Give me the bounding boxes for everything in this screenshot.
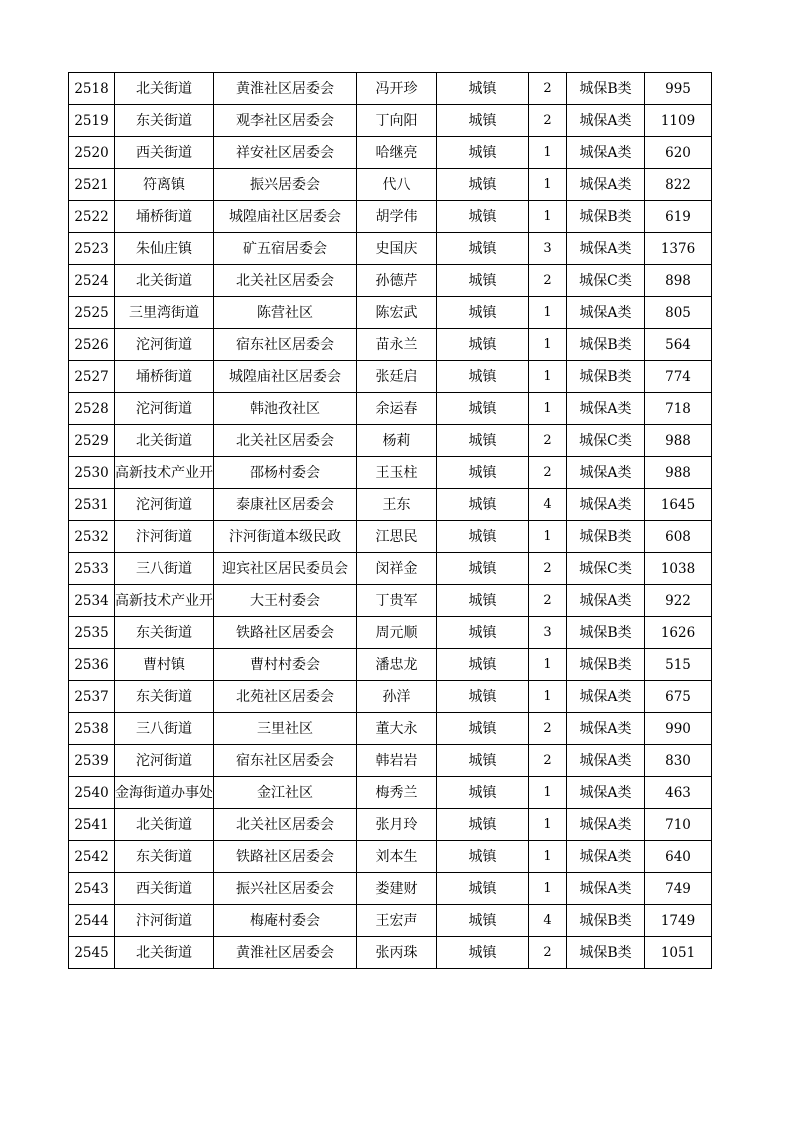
cell-street: 三八街道 — [115, 713, 214, 745]
cell-household-count: 2 — [529, 265, 567, 297]
cell-name: 张月玲 — [357, 809, 437, 841]
cell-street: 东关街道 — [115, 681, 214, 713]
cell-category: 城保A类 — [567, 681, 645, 713]
cell-community: 铁路社区居委会 — [214, 841, 357, 873]
cell-category: 城保A类 — [567, 873, 645, 905]
cell-amount: 620 — [645, 137, 712, 169]
cell-type: 城镇 — [437, 297, 529, 329]
table-row — [69, 777, 712, 809]
cell-id: 2532 — [69, 521, 115, 553]
cell-street: 埇桥街道 — [115, 361, 214, 393]
cell-amount: 675 — [645, 681, 712, 713]
cell-category: 城保A类 — [567, 713, 645, 745]
cell-name: 韩岩岩 — [357, 745, 437, 777]
cell-category: 城保A类 — [567, 105, 645, 137]
cell-type: 城镇 — [437, 201, 529, 233]
cell-id: 2518 — [69, 73, 115, 105]
cell-street: 沱河街道 — [115, 745, 214, 777]
cell-household-count: 1 — [529, 393, 567, 425]
cell-community: 城隍庙社区居委会 — [214, 201, 357, 233]
cell-id: 2543 — [69, 873, 115, 905]
cell-household-count: 4 — [529, 905, 567, 937]
cell-household-count: 2 — [529, 73, 567, 105]
cell-community: 曹村村委会 — [214, 649, 357, 681]
cell-category: 城保B类 — [567, 73, 645, 105]
cell-type: 城镇 — [437, 425, 529, 457]
cell-id: 2528 — [69, 393, 115, 425]
cell-category: 城保A类 — [567, 745, 645, 777]
cell-community: 迎宾社区居民委员会 — [214, 553, 357, 585]
cell-community: 北关社区居委会 — [214, 265, 357, 297]
table-row — [69, 489, 712, 521]
cell-household-count: 3 — [529, 233, 567, 265]
cell-amount: 830 — [645, 745, 712, 777]
cell-household-count: 1 — [529, 873, 567, 905]
cell-name: 孙德芹 — [357, 265, 437, 297]
cell-category: 城保C类 — [567, 425, 645, 457]
cell-household-count: 2 — [529, 713, 567, 745]
cell-street: 西关街道 — [115, 873, 214, 905]
cell-id: 2535 — [69, 617, 115, 649]
cell-household-count: 1 — [529, 681, 567, 713]
cell-category: 城保B类 — [567, 937, 645, 969]
cell-community: 黄淮社区居委会 — [214, 73, 357, 105]
cell-community: 北关社区居委会 — [214, 425, 357, 457]
cell-household-count: 2 — [529, 745, 567, 777]
cell-category: 城保B类 — [567, 361, 645, 393]
cell-street: 东关街道 — [115, 617, 214, 649]
cell-amount: 1051 — [645, 937, 712, 969]
cell-name: 王宏声 — [357, 905, 437, 937]
cell-household-count: 1 — [529, 649, 567, 681]
cell-type: 城镇 — [437, 681, 529, 713]
cell-type: 城镇 — [437, 553, 529, 585]
table-row — [69, 585, 712, 617]
cell-community: 北关社区居委会 — [214, 809, 357, 841]
cell-street: 沱河街道 — [115, 489, 214, 521]
table-row — [69, 553, 712, 585]
cell-street: 高新技术产业开 — [115, 585, 214, 617]
cell-id: 2529 — [69, 425, 115, 457]
cell-name: 张廷启 — [357, 361, 437, 393]
cell-name: 梅秀兰 — [357, 777, 437, 809]
cell-type: 城镇 — [437, 105, 529, 137]
cell-id: 2526 — [69, 329, 115, 361]
cell-name: 丁向阳 — [357, 105, 437, 137]
cell-amount: 1626 — [645, 617, 712, 649]
cell-street: 汴河街道 — [115, 905, 214, 937]
cell-id: 2531 — [69, 489, 115, 521]
cell-household-count: 2 — [529, 585, 567, 617]
cell-household-count: 1 — [529, 201, 567, 233]
cell-street: 金海街道办事处 — [115, 777, 214, 809]
cell-id: 2540 — [69, 777, 115, 809]
cell-amount: 805 — [645, 297, 712, 329]
cell-amount: 619 — [645, 201, 712, 233]
cell-type: 城镇 — [437, 233, 529, 265]
cell-category: 城保B类 — [567, 617, 645, 649]
cell-name: 娄建财 — [357, 873, 437, 905]
cell-street: 北关街道 — [115, 425, 214, 457]
cell-id: 2519 — [69, 105, 115, 137]
cell-amount: 774 — [645, 361, 712, 393]
cell-community: 宿东社区居委会 — [214, 329, 357, 361]
table-row — [69, 393, 712, 425]
cell-category: 城保A类 — [567, 169, 645, 201]
table-row — [69, 905, 712, 937]
cell-community: 矿五宿居委会 — [214, 233, 357, 265]
cell-name: 孙洋 — [357, 681, 437, 713]
cell-id: 2534 — [69, 585, 115, 617]
cell-community: 陈营社区 — [214, 297, 357, 329]
table-row — [69, 137, 712, 169]
cell-amount: 1749 — [645, 905, 712, 937]
cell-amount: 822 — [645, 169, 712, 201]
table-row — [69, 649, 712, 681]
cell-name: 冯开珍 — [357, 73, 437, 105]
cell-household-count: 1 — [529, 329, 567, 361]
cell-street: 高新技术产业开 — [115, 457, 214, 489]
cell-type: 城镇 — [437, 617, 529, 649]
cell-community: 金江社区 — [214, 777, 357, 809]
cell-id: 2545 — [69, 937, 115, 969]
cell-name: 张丙珠 — [357, 937, 437, 969]
cell-id: 2522 — [69, 201, 115, 233]
table-row — [69, 361, 712, 393]
cell-id: 2527 — [69, 361, 115, 393]
cell-street: 北关街道 — [115, 937, 214, 969]
cell-amount: 564 — [645, 329, 712, 361]
table-row — [69, 425, 712, 457]
cell-type: 城镇 — [437, 649, 529, 681]
cell-amount: 1376 — [645, 233, 712, 265]
cell-household-count: 3 — [529, 617, 567, 649]
cell-type: 城镇 — [437, 329, 529, 361]
cell-name: 哈继亮 — [357, 137, 437, 169]
cell-amount: 1038 — [645, 553, 712, 585]
cell-type: 城镇 — [437, 841, 529, 873]
cell-household-count: 2 — [529, 553, 567, 585]
cell-type: 城镇 — [437, 585, 529, 617]
cell-category: 城保C类 — [567, 553, 645, 585]
table-row — [69, 105, 712, 137]
cell-street: 沱河街道 — [115, 329, 214, 361]
cell-household-count: 1 — [529, 297, 567, 329]
cell-id: 2544 — [69, 905, 115, 937]
cell-amount: 718 — [645, 393, 712, 425]
cell-name: 杨莉 — [357, 425, 437, 457]
cell-household-count: 2 — [529, 937, 567, 969]
cell-name: 闵祥金 — [357, 553, 437, 585]
cell-household-count: 4 — [529, 489, 567, 521]
cell-type: 城镇 — [437, 521, 529, 553]
cell-community: 振兴居委会 — [214, 169, 357, 201]
cell-community: 大王村委会 — [214, 585, 357, 617]
cell-amount: 515 — [645, 649, 712, 681]
cell-community: 铁路社区居委会 — [214, 617, 357, 649]
cell-household-count: 1 — [529, 521, 567, 553]
cell-id: 2539 — [69, 745, 115, 777]
cell-name: 余运春 — [357, 393, 437, 425]
cell-amount: 898 — [645, 265, 712, 297]
cell-household-count: 1 — [529, 777, 567, 809]
cell-name: 胡学伟 — [357, 201, 437, 233]
cell-street: 北关街道 — [115, 73, 214, 105]
cell-name: 董大永 — [357, 713, 437, 745]
cell-name: 周元顺 — [357, 617, 437, 649]
cell-id: 2541 — [69, 809, 115, 841]
cell-type: 城镇 — [437, 361, 529, 393]
cell-community: 振兴社区居委会 — [214, 873, 357, 905]
cell-street: 三八街道 — [115, 553, 214, 585]
cell-name: 苗永兰 — [357, 329, 437, 361]
cell-id: 2521 — [69, 169, 115, 201]
cell-street: 北关街道 — [115, 809, 214, 841]
cell-community: 观李社区居委会 — [214, 105, 357, 137]
cell-category: 城保A类 — [567, 393, 645, 425]
cell-street: 西关街道 — [115, 137, 214, 169]
cell-id: 2524 — [69, 265, 115, 297]
cell-community: 北苑社区居委会 — [214, 681, 357, 713]
cell-category: 城保A类 — [567, 233, 645, 265]
roster-body — [69, 73, 712, 969]
cell-amount: 922 — [645, 585, 712, 617]
cell-amount: 608 — [645, 521, 712, 553]
cell-category: 城保A类 — [567, 841, 645, 873]
table-row — [69, 745, 712, 777]
cell-community: 黄淮社区居委会 — [214, 937, 357, 969]
cell-type: 城镇 — [437, 745, 529, 777]
cell-category: 城保B类 — [567, 329, 645, 361]
cell-household-count: 1 — [529, 361, 567, 393]
cell-category: 城保A类 — [567, 297, 645, 329]
table-row — [69, 233, 712, 265]
cell-amount: 710 — [645, 809, 712, 841]
cell-name: 丁贵军 — [357, 585, 437, 617]
cell-amount: 1109 — [645, 105, 712, 137]
cell-household-count: 1 — [529, 841, 567, 873]
cell-type: 城镇 — [437, 777, 529, 809]
cell-street: 东关街道 — [115, 841, 214, 873]
cell-name: 王东 — [357, 489, 437, 521]
cell-household-count: 2 — [529, 425, 567, 457]
table-row — [69, 681, 712, 713]
table-row — [69, 73, 712, 105]
cell-amount: 749 — [645, 873, 712, 905]
table-row — [69, 873, 712, 905]
cell-type: 城镇 — [437, 265, 529, 297]
cell-category: 城保A类 — [567, 585, 645, 617]
table-row — [69, 521, 712, 553]
cell-type: 城镇 — [437, 713, 529, 745]
cell-amount: 463 — [645, 777, 712, 809]
cell-household-count: 1 — [529, 137, 567, 169]
cell-street: 沱河街道 — [115, 393, 214, 425]
cell-category: 城保A类 — [567, 809, 645, 841]
cell-type: 城镇 — [437, 457, 529, 489]
cell-street: 朱仙庄镇 — [115, 233, 214, 265]
cell-category: 城保A类 — [567, 489, 645, 521]
cell-type: 城镇 — [437, 169, 529, 201]
cell-street: 东关街道 — [115, 105, 214, 137]
cell-household-count: 1 — [529, 169, 567, 201]
cell-amount: 1645 — [645, 489, 712, 521]
cell-type: 城镇 — [437, 873, 529, 905]
cell-community: 泰康社区居委会 — [214, 489, 357, 521]
cell-name: 刘本生 — [357, 841, 437, 873]
cell-id: 2537 — [69, 681, 115, 713]
cell-community: 祥安社区居委会 — [214, 137, 357, 169]
table-row — [69, 617, 712, 649]
cell-name: 王玉柱 — [357, 457, 437, 489]
cell-community: 邵杨村委会 — [214, 457, 357, 489]
cell-id: 2523 — [69, 233, 115, 265]
cell-name: 代八 — [357, 169, 437, 201]
cell-category: 城保A类 — [567, 777, 645, 809]
cell-name: 江思民 — [357, 521, 437, 553]
cell-street: 埇桥街道 — [115, 201, 214, 233]
roster-table — [68, 72, 712, 969]
cell-community: 宿东社区居委会 — [214, 745, 357, 777]
table-row — [69, 937, 712, 969]
cell-id: 2530 — [69, 457, 115, 489]
cell-amount: 988 — [645, 425, 712, 457]
table-row — [69, 809, 712, 841]
table-row — [69, 265, 712, 297]
cell-type: 城镇 — [437, 393, 529, 425]
cell-amount: 988 — [645, 457, 712, 489]
cell-category: 城保B类 — [567, 649, 645, 681]
cell-id: 2520 — [69, 137, 115, 169]
cell-id: 2536 — [69, 649, 115, 681]
table-row — [69, 457, 712, 489]
cell-household-count: 2 — [529, 105, 567, 137]
table-row — [69, 329, 712, 361]
cell-type: 城镇 — [437, 937, 529, 969]
cell-id: 2542 — [69, 841, 115, 873]
cell-category: 城保A类 — [567, 137, 645, 169]
cell-household-count: 2 — [529, 457, 567, 489]
cell-type: 城镇 — [437, 489, 529, 521]
cell-street: 曹村镇 — [115, 649, 214, 681]
table-row — [69, 201, 712, 233]
cell-type: 城镇 — [437, 137, 529, 169]
table-row — [69, 713, 712, 745]
table-row — [69, 841, 712, 873]
cell-street: 符离镇 — [115, 169, 214, 201]
cell-amount: 995 — [645, 73, 712, 105]
cell-category: 城保B类 — [567, 201, 645, 233]
table-row — [69, 169, 712, 201]
cell-community: 城隍庙社区居委会 — [214, 361, 357, 393]
cell-amount: 990 — [645, 713, 712, 745]
cell-street: 北关街道 — [115, 265, 214, 297]
cell-street: 三里湾街道 — [115, 297, 214, 329]
cell-community: 梅庵村委会 — [214, 905, 357, 937]
cell-name: 陈宏武 — [357, 297, 437, 329]
cell-category: 城保C类 — [567, 265, 645, 297]
cell-id: 2538 — [69, 713, 115, 745]
table-row — [69, 297, 712, 329]
cell-id: 2533 — [69, 553, 115, 585]
cell-name: 潘忠龙 — [357, 649, 437, 681]
cell-community: 汴河街道本级民政 — [214, 521, 357, 553]
cell-category: 城保B类 — [567, 521, 645, 553]
cell-type: 城镇 — [437, 73, 529, 105]
cell-type: 城镇 — [437, 905, 529, 937]
cell-street: 汴河街道 — [115, 521, 214, 553]
cell-household-count: 1 — [529, 809, 567, 841]
cell-community: 韩池孜社区 — [214, 393, 357, 425]
cell-name: 史国庆 — [357, 233, 437, 265]
cell-category: 城保A类 — [567, 457, 645, 489]
cell-type: 城镇 — [437, 809, 529, 841]
cell-id: 2525 — [69, 297, 115, 329]
cell-category: 城保B类 — [567, 905, 645, 937]
cell-community: 三里社区 — [214, 713, 357, 745]
cell-amount: 640 — [645, 841, 712, 873]
